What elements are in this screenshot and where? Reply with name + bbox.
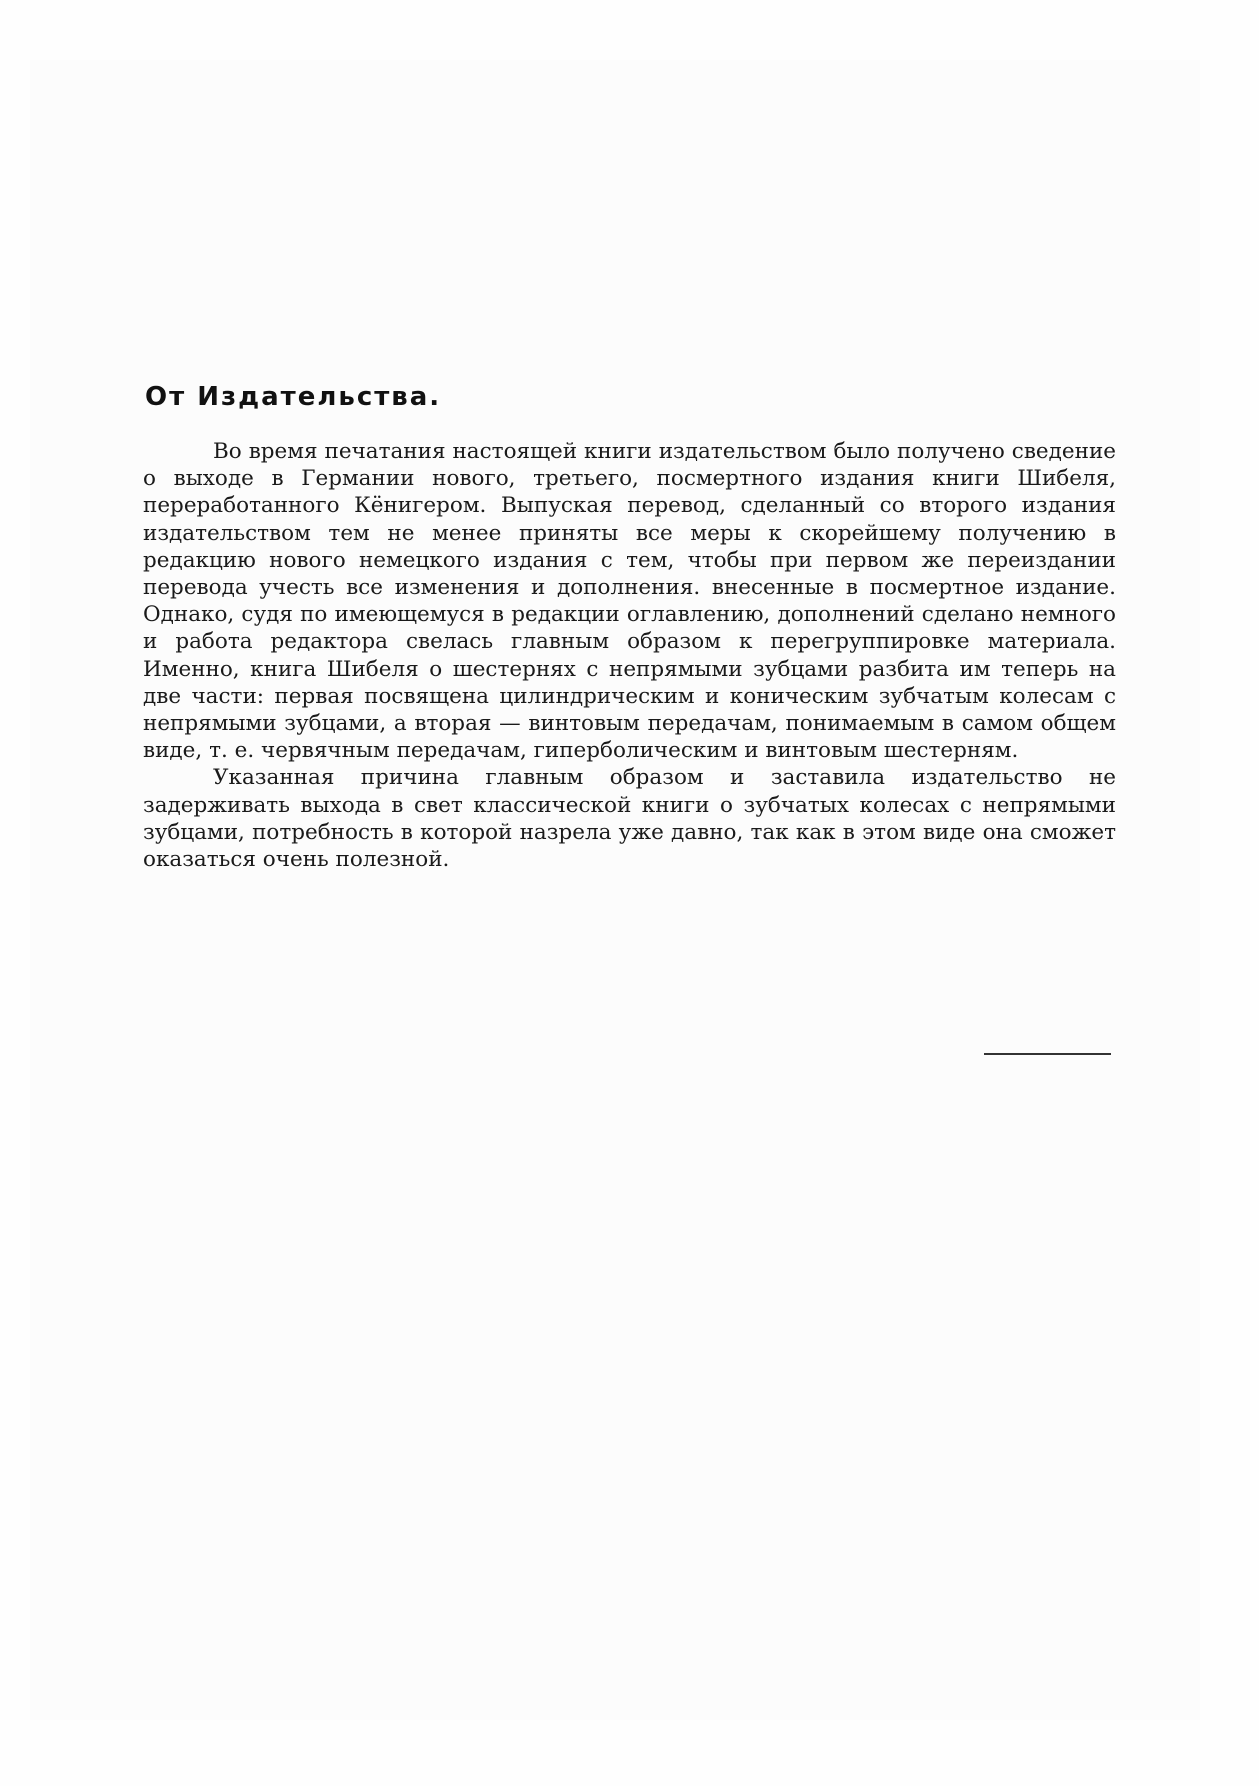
paragraph-1: Во время печатания настоящей книги издательством было получено сведение о выходе в Германии нового, третьего, посмертного издания книги Шибеля, переработанного Кёнигером. Выпуская перевод, сделанный со второго издания издательством тем не менее приняты все меры к скорейшему получению в редакцию нового немецкого издания с тем, чтобы при первом же переиздании перевода учесть все изменения и дополнения. внесенные в посмертное издание. Однако, судя по имеющемуся в редакции оглавлению, дополнений сделано немного и работа редактора свелась главным образом к перегруппировке материала. Именно, книга Шибеля о шестернях с непрямыми зубцами разбита им теперь на две части: первая посвящена цилиндрическим и коническим зубчатым колесам с непрямыми зубцами, а вторая — винтовым передачам, понимаемым в самом общем виде, т. е. червячным передачам, гиперболическим и винтовым шестерням. [143, 439, 1116, 764]
page-heading: От Издательства. [145, 382, 442, 412]
end-rule-divider [984, 1053, 1111, 1055]
page-area [30, 60, 1200, 1720]
body-text [143, 438, 1116, 873]
paragraph-2: Указанная причина главным образом и заставила издательство не задерживать выхода в свет классической книги о зубчатых колесах с непрямыми зубцами, потребность в которой назрела уже давно, так как в этом виде она сможет оказаться очень полезной. [143, 765, 1116, 873]
